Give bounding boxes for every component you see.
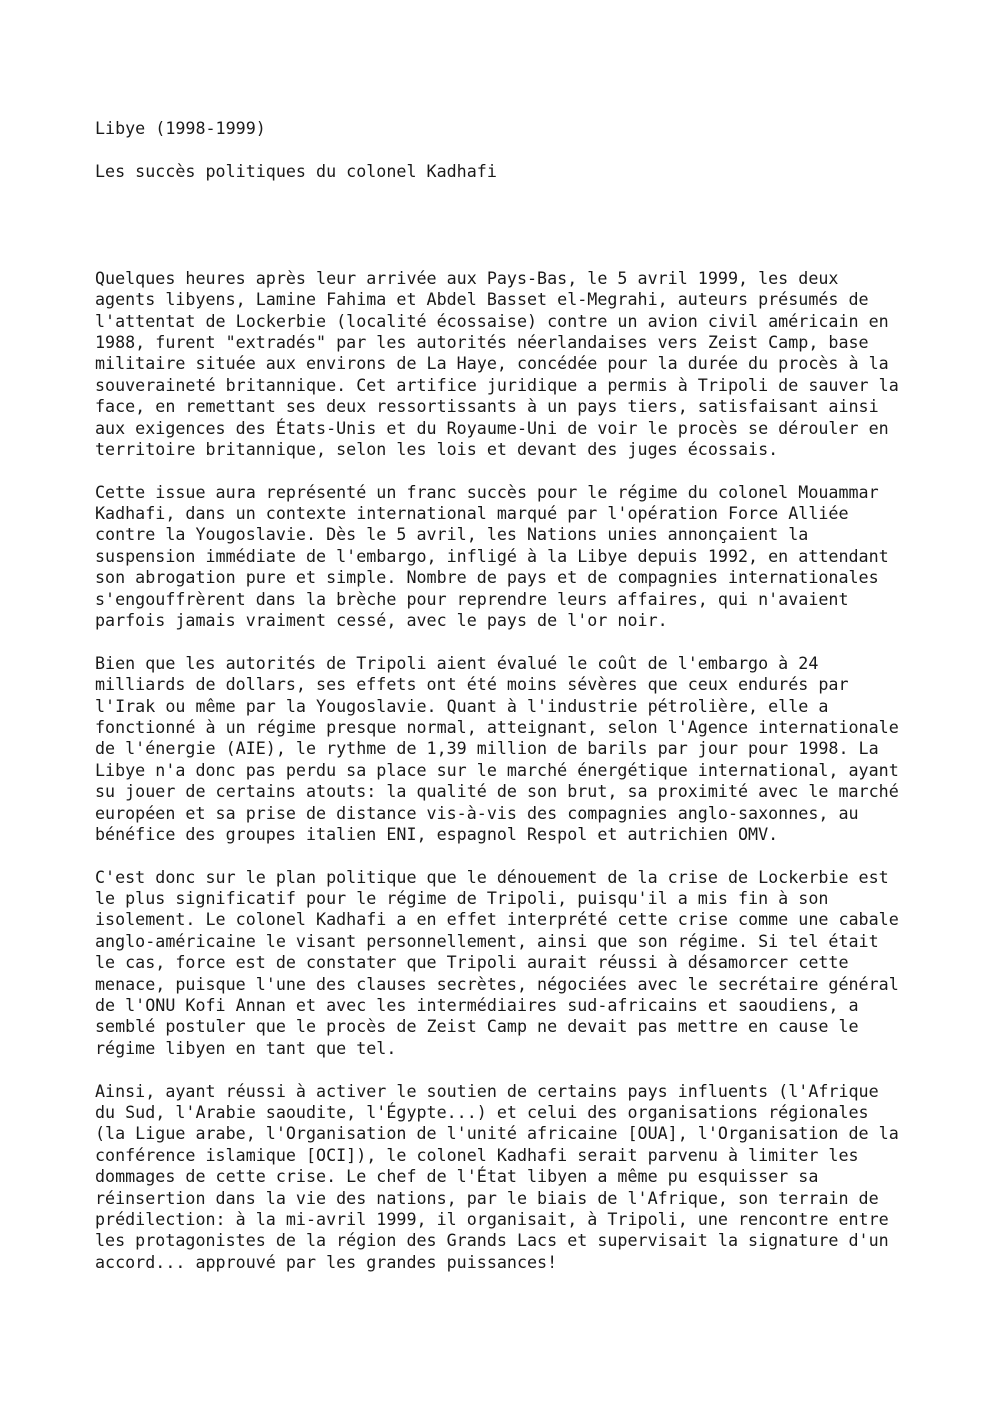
text-line: anglo-américaine le visant personnellement, ainsi que son régime. Si tel était xyxy=(95,930,879,951)
paragraph xyxy=(95,1081,915,1274)
text-line: milliards de dollars, ses effets ont été moins sévères que ceux endurés par xyxy=(95,674,849,695)
document-body xyxy=(95,118,915,1295)
text-line: (la Ligue arabe, l'Organisation de l'unité africaine [OUA], l'Organisation de la xyxy=(95,1123,899,1144)
text-line: l'attentat de Lockerbie (localité écossaise) contre un avion civil américain en xyxy=(95,310,889,331)
text-line: Cette issue aura représenté un franc succès pour le régime du colonel Mouammar xyxy=(95,481,879,502)
text-line: le plus significatif pour le régime de Tripoli, puisqu'il a mis fin à son xyxy=(95,888,829,909)
text-line: aux exigences des États-Unis et du Royaume-Uni de voir le procès se dérouler en xyxy=(95,417,889,438)
text-line: le cas, force est de constater que Tripoli aurait réussi à désamorcer cette xyxy=(95,952,849,973)
text-line: Kadhafi, dans un contexte international marqué par l'opération Force Alliée xyxy=(95,503,849,524)
document-title: Libye (1998-1999) xyxy=(95,118,266,138)
text-line: prédilection: à la mi-avril 1999, il organisait, à Tripoli, une rencontre entre xyxy=(95,1208,889,1229)
text-line: s'engouffrèrent dans la brèche pour reprendre leurs affaires, qui n'avaient xyxy=(95,588,849,609)
text-line: du Sud, l'Arabie saoudite, l'Égypte...) et celui des organisations régionales xyxy=(95,1102,869,1122)
text-line: de l'ONU Kofi Annan et avec les intermédiaires sud-africains et saoudiens, a xyxy=(95,995,859,1016)
text-line: C'est donc sur le plan politique que le dénouement de la crise de Lockerbie est xyxy=(95,866,889,887)
text-line: parfois jamais vraiment cessé, avec le pays de l'or noir. xyxy=(95,610,668,631)
text-line: fonctionné à un régime presque normal, atteignant, selon l'Agence internationale xyxy=(95,716,899,737)
text-line: semblé postuler que le procès de Zeist Camp ne devait pas mettre en cause le xyxy=(95,1016,859,1037)
text-line: agents libyens, Lamine Fahima et Abdel Basset el-Megrahi, auteurs présumés de xyxy=(95,289,869,310)
text-line: les protagonistes de la région des Grands Lacs et supervisait la signature d'un xyxy=(95,1230,889,1251)
text-line: souveraineté britannique. Cet artifice juridique a permis à Tripoli de sauver la xyxy=(95,374,899,395)
text-line: conférence islamique [OCI]), le colonel Kadhafi serait parvenu à limiter les xyxy=(95,1144,859,1165)
text-line: accord... approuvé par les grandes puissances! xyxy=(95,1251,558,1272)
text-line: bénéfice des groupes italien ENI, espagnol Respol et autrichien OMV. xyxy=(95,823,779,844)
text-line: face, en remettant ses deux ressortissants à un pays tiers, satisfaisant ainsi xyxy=(95,396,879,417)
text-line: Quelques heures après leur arrivée aux Pays-Bas, le 5 avril 1999, les deux xyxy=(95,267,839,288)
text-line: européen et sa prise de distance vis-à-vis des compagnies anglo-saxonnes, au xyxy=(95,802,859,823)
paragraph xyxy=(95,653,915,846)
text-line: régime libyen en tant que tel. xyxy=(95,1037,397,1058)
text-line: suspension immédiate de l'embargo, infligé à la Libye depuis 1992, en attendant xyxy=(95,545,889,566)
text-line: 1988, furent "extradés" par les autorités néerlandaises vers Zeist Camp, base xyxy=(95,331,869,352)
text-line: menace, puisque l'une des clauses secrètes, négociées avec le secrétaire général xyxy=(95,973,899,994)
text-line: Libye n'a donc pas perdu sa place sur le marché énergétique international, ayant xyxy=(95,759,899,780)
document-subtitle: Les succès politiques du colonel Kadhafi xyxy=(95,160,497,181)
document-paragraphs xyxy=(95,268,915,1273)
text-line: contre la Yougoslavie. Dès le 5 avril, les Nations unies annonçaient la xyxy=(95,524,809,545)
text-line: Bien que les autorités de Tripoli aient évalué le coût de l'embargo à 24 xyxy=(95,652,819,673)
text-line: Ainsi, ayant réussi à activer le soutien de certains pays influents (l'Afrique xyxy=(95,1080,879,1101)
text-line: réinsertion dans la vie des nations, par le biais de l'Afrique, son terrain de xyxy=(95,1187,879,1208)
paragraph xyxy=(95,482,915,632)
paragraph xyxy=(95,867,915,1060)
text-line: su jouer de certains atouts: la qualité de son brut, sa proximité avec le marché xyxy=(95,781,899,802)
text-line: isolement. Le colonel Kadhafi a en effet interprété cette crise comme une cabale xyxy=(95,909,899,930)
text-line: de l'énergie (AIE), le rythme de 1,39 million de barils par jour pour 1998. La xyxy=(95,738,879,759)
paragraph xyxy=(95,268,915,461)
text-line: l'Irak ou même par la Yougoslavie. Quant à l'industrie pétrolière, elle a xyxy=(95,695,829,716)
text-line: territoire britannique, selon les lois et devant des juges écossais. xyxy=(95,438,779,459)
text-line: dommages de cette crise. Le chef de l'État libyen a même pu esquisser sa xyxy=(95,1166,819,1187)
text-line: son abrogation pure et simple. Nombre de pays et de compagnies internationales xyxy=(95,567,879,588)
text-line: militaire située aux environs de La Haye, concédée pour la durée du procès à la xyxy=(95,353,889,374)
